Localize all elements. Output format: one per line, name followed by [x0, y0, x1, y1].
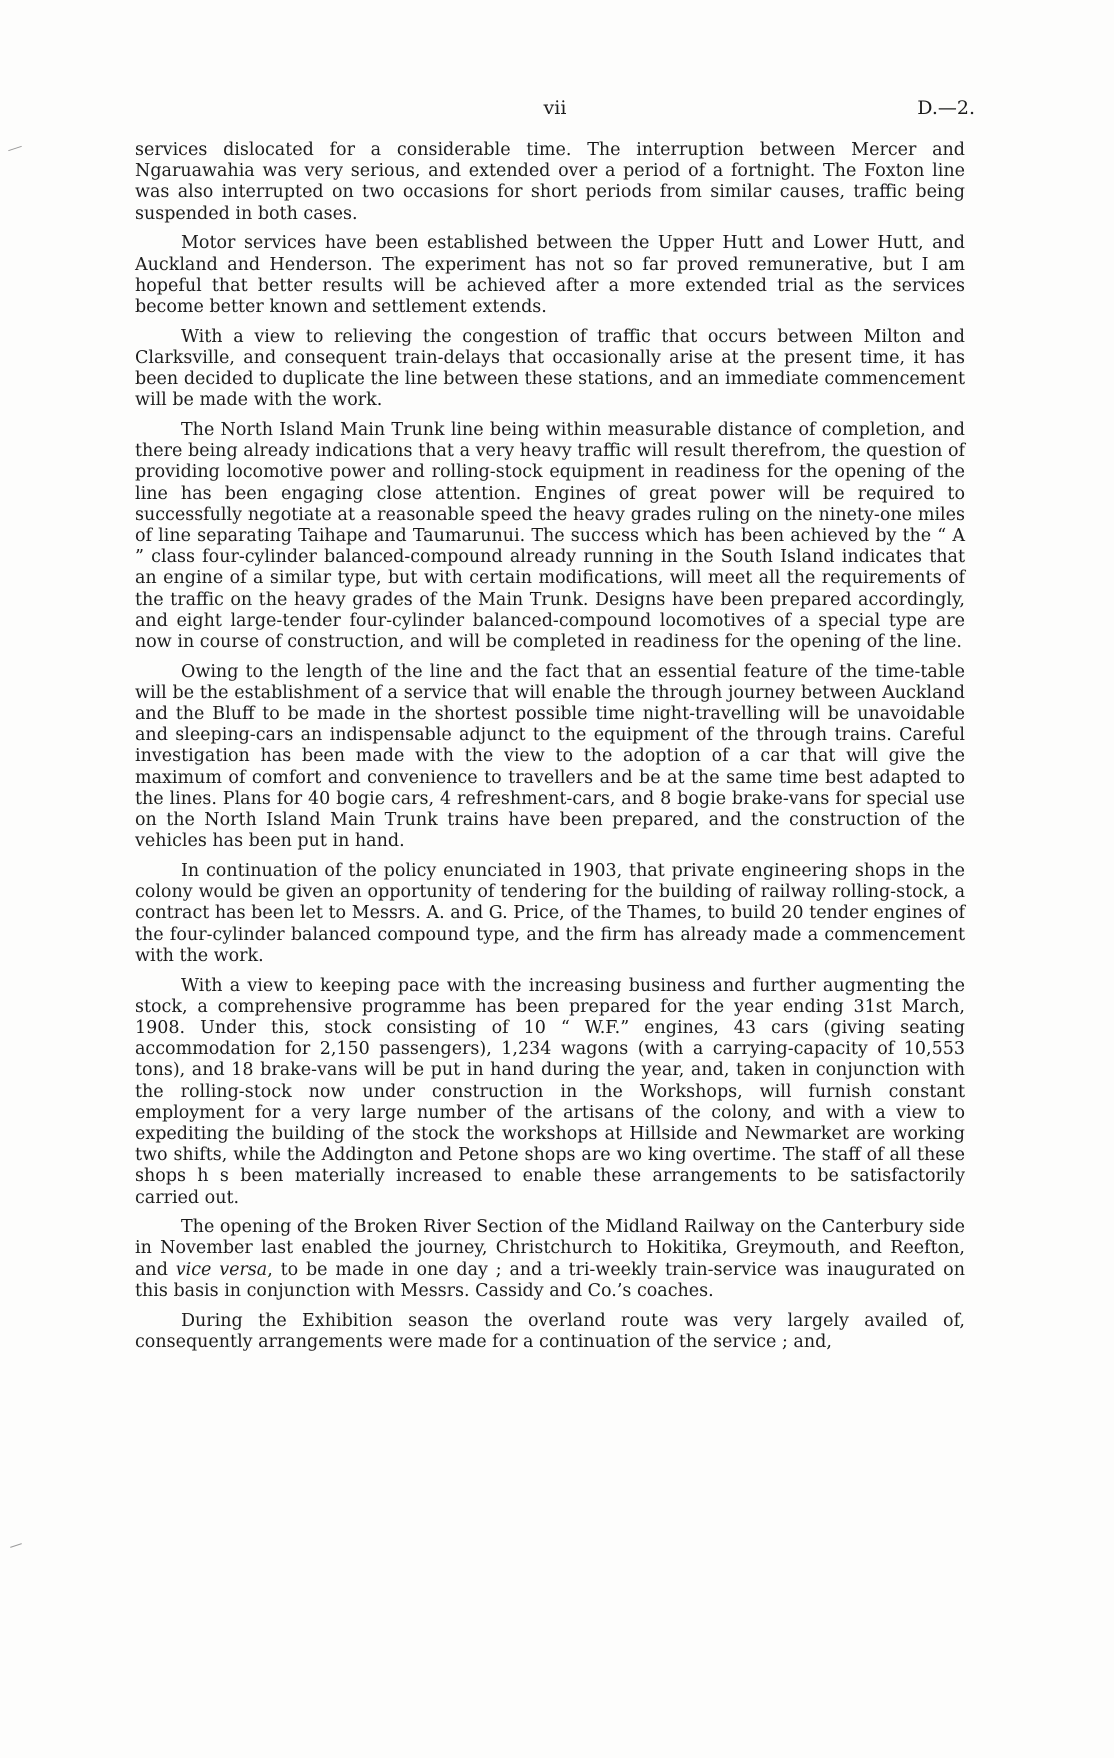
italic-phrase: vice versa	[175, 1259, 268, 1280]
paragraph-exhibition-season: During the Exhibition season the overland route was very largely availed of, consequently arrangements were made for a continuation of the service ; and,	[135, 1310, 965, 1352]
paragraph-main-trunk-locomotives: The North Island Main Trunk line being within measurable distance of completion, and there being already indications that a very heavy traffic will result therefrom, the question of providing locomotive power and rolling-stock equipment in readiness for the opening of the line has been engaging close attention. Engines of great power will be required to successfully negotiate at a reasonable speed the heavy grades ruling on the ninety-one miles of line separating Taihape and Taumarunui. The success which has been achieved by the “ A ” class four-cylinder balanced-compound already running in the South Island indicates that an engine of a similar type, but with certain modifications, will meet all the requirements of the traffic on the heavy grades of the Main Trunk. Designs have been prepared accordingly, and eight large-tender four-cylinder balanced-compound locomotives of a special type are now in course of construction, and will be completed in readiness for the opening of the line.	[135, 419, 965, 652]
paragraph-stock-programme: With a view to keeping pace with the increasing business and further augmenting the stock, a comprehensive programme has been prepared for the year ending 31st March, 1908. Under this, stock consisting of 10 “ W.F.” engines, 43 cars (giving seating accommodation for 2,150 passengers), 1,234 wagons (with a carrying-capacity of 10,553 tons), and 18 brake-vans will be put in hand during the year, and, taken in conjunction with the rolling-stock now under construction in the Workshops, will furnish constant employment for a very large number of the artisans of the colony, and with a view to expediting the building of the stock the workshops at Hillside and Newmarket are working two shifts, while the Addington and Petone shops are wo king overtime. The staff of all these shops h s been materially increased to enable these arrangements to be satisfactorily carried out.	[135, 975, 965, 1208]
paragraph-broken-river	[135, 1217, 965, 1302]
margin-pencil-mark	[8, 146, 22, 151]
paragraph-sleeping-cars: Owing to the length of the line and the fact that an essential feature of the time-table will be the establishment of a service that will enable the through journey between Auckland and the Bluff to be made in the shortest possible time night-travelling will be unavoidable and sleeping-cars an indispensable adjunct to the equipment of the through trains. Careful investigation has been made with the view to the adoption of a car that will give the maximum of comfort and convenience to travellers and be at the same time best adapted to the lines. Plans for 40 bogie cars, 4 refreshment-cars, and 8 bogie brake-vans for special use on the North Island Main Trunk trains have been prepared, and the construction of the vehicles has been put in hand.	[135, 661, 965, 852]
page-header	[135, 96, 975, 120]
paragraph-continued: services dislocated for a considerable time. The interruption between Mercer and Ngaruawahia was very serious, and extended over a period of a fortnight. The Foxton line was also interrupted on two occasions for short periods from similar causes, traffic being suspended in both cases.	[135, 140, 965, 224]
paragraph-milton-clarksville: With a view to relieving the congestion of traffic that occurs between Milton and Clarksville, and consequent train-delays that occasionally arise at the present time, it has been decided to duplicate the line between these stations, and an immediate commencement will be made with the work.	[135, 326, 965, 411]
paragraph-private-engineering: In continuation of the policy enunciated in 1903, that private engineering shops in the colony would be given an opportunity of tendering for the building of railway rolling-stock, a contract has been let to Messrs. A. and G. Price, of the Thames, to build 20 tender engines of the four-cylinder balanced compound type, and the firm has already made a commencement with the work.	[135, 861, 965, 966]
paragraph-text: The opening of the Broken River Section of the Midland Railway on the Canterbury side in November last enabled the journey, Christchurch to Hokitika, Greymouth, and Reefton, and	[135, 1217, 965, 1280]
paragraph-motor-services: Motor services have been established between the Upper Hutt and Lower Hutt, and Auckland and Henderson. The experiment has not so far proved remunerative, but I am hopeful that better results will be achieved after a more extended trial as the services become better known and settlement extends.	[135, 233, 965, 317]
margin-pencil-mark	[10, 1543, 22, 1548]
document-reference: D.—2.	[917, 97, 975, 119]
body-text	[135, 140, 965, 1361]
paragraph-text: , to be made in one day ; and a tri-weekly train-service was inaugurated on this basis in conjunction with Messrs. Cassidy and Co.’s coaches.	[135, 1259, 965, 1301]
page-number: vii	[543, 97, 567, 119]
